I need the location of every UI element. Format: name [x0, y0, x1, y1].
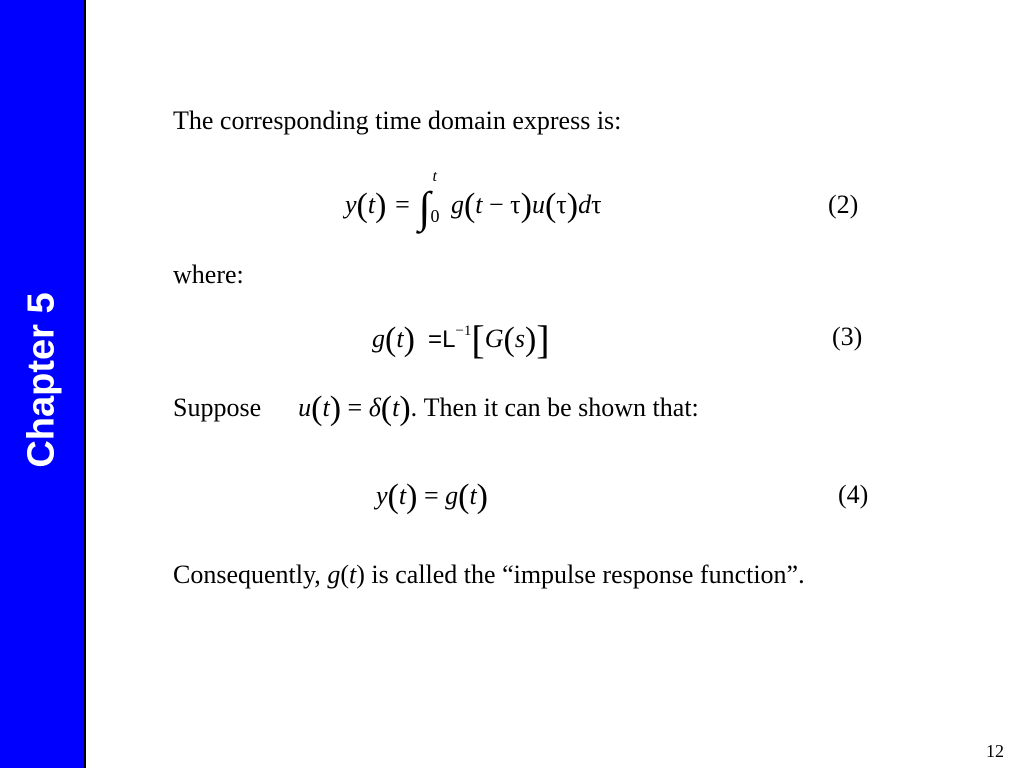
conclusion-text: Consequently, g(t) is called the “impulse response function”. [173, 560, 805, 589]
equation-2-number: (2) [828, 190, 859, 219]
conclusion-g: g [327, 560, 341, 589]
chapter-label: Chapter 5 [20, 292, 63, 468]
equation-4-number: (4) [838, 480, 869, 509]
equation-4: y(t) = g(t) [376, 478, 488, 515]
sidebar [0, 0, 86, 768]
conclusion-t: t [348, 560, 357, 589]
intro-text: The corresponding time domain express is: [173, 106, 622, 135]
equation-2: y(t) = ∫ t 0 g(t − τ)u(τ)dτ [345, 168, 602, 232]
equation-3: $g(t) =L^{-1}[G(s)]$ [372, 317, 550, 362]
suppose-suffix: . Then it can be shown that: [410, 393, 699, 422]
page-number: 12 [986, 741, 1004, 761]
conclusion-prefix: Consequently, [173, 560, 328, 589]
where-text: where: [173, 260, 244, 289]
suppose-prefix: Suppose [173, 393, 262, 422]
conclusion-suffix: is called the “impulse response function”. [364, 560, 805, 589]
equation-3-number: (3) [832, 322, 863, 351]
suppose-text: Suppose u(t) = δ(t). Then it can be shown that: [173, 390, 699, 427]
